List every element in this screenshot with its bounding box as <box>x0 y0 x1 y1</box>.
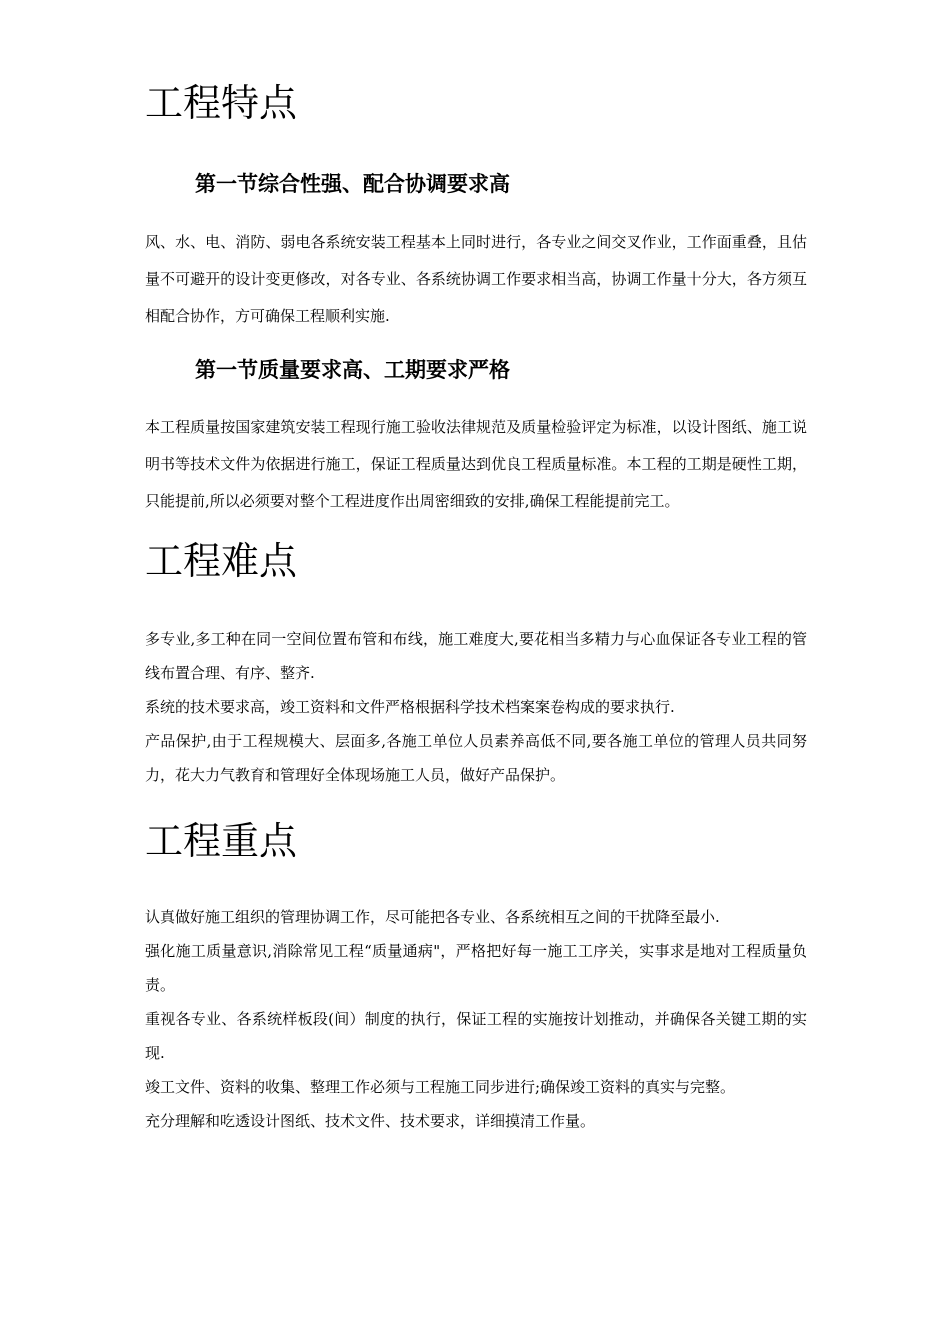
list-item: 强化施工质量意识,消除常见工程“质量通病"，严格把好每一施工工序关，实事求是地对工程质量负责。 <box>145 942 807 994</box>
section-title-difficulties: 工程难点 <box>145 539 298 583</box>
key-points-list <box>145 900 807 1138</box>
list-item: 多专业,多工种在同一空间位置布管和布线，施工难度大,要花相当多精力与心血保证各专业工程的管线布置合理、有序、整齐. <box>145 630 807 682</box>
paragraph-quality: 本工程质量按国家建筑安装工程现行施工验收法律规范及质量检验评定为标准，以设计图纸、施工说明书等技术文件为依据进行施工，保证工程质量达到优良工程质量标准。本工程的工期是硬性工期，只能提前,所以必须要对整个工程进度作出周密细致的安排,确保工程能提前完工。 <box>145 418 807 510</box>
subsection-heading-quality: 第一节质量要求高、工期要求严格 <box>195 357 510 382</box>
document-content <box>145 80 807 1138</box>
list-item: 重视各专业、各系统样板段(间）制度的执行，保证工程的实施按计划推动，并确保各关键工期的实现. <box>145 1010 807 1062</box>
paragraph-coordination: 风、水、电、消防、弱电各系统安装工程基本上同时进行，各专业之间交叉作业，工作面重叠，且估量不可避开的设计变更修改，对各专业、各系统协调工作要求相当高，协调工作量十分大，各方须互相配合协作，方可确保工程顺利实施. <box>145 233 807 325</box>
list-item: 系统的技术要求高，竣工资料和文件严格根据科学技术档案案卷构成的要求执行. <box>145 698 675 716</box>
list-item: 产品保护,由于工程规模大、层面多,各施工单位人员素养高低不同,要各施工单位的管理人员共同努力，花大力气教育和管理好全体现场施工人员，做好产品保护。 <box>145 732 807 784</box>
section-title-features: 工程特点 <box>145 81 298 125</box>
subsection-heading-coordination: 第一节综合性强、配合协调要求高 <box>195 171 510 196</box>
list-item: 充分理解和吃透设计图纸、技术文件、技术要求，详细摸清工作量。 <box>145 1112 596 1130</box>
section-title-key-points: 工程重点 <box>145 819 298 863</box>
list-item: 认真做好施工组织的管理协调工作，尽可能把各专业、各系统相互之间的干扰降至最小. <box>145 908 720 926</box>
difficulties-list <box>145 622 807 792</box>
list-item: 竣工文件、资料的收集、整理工作必须与工程施工同步进行;确保竣工资料的真实与完整。 <box>145 1078 736 1096</box>
